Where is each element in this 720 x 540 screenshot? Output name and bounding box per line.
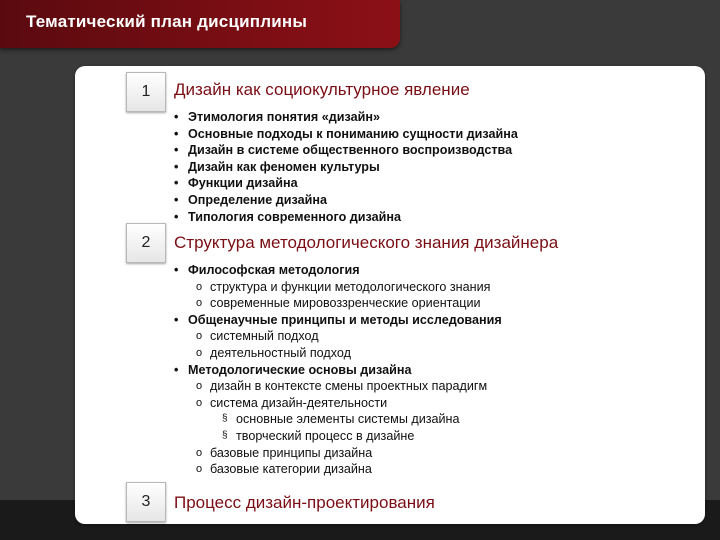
section-3-title: Процесс дизайн-проектирования (174, 493, 435, 512)
list-item: • Дизайн как феномен культуры (174, 159, 518, 176)
list-item: • Основные подходы к пониманию сущности дизайна (174, 126, 518, 143)
list-item: • Дизайн в системе общественного воспроизводства (174, 142, 518, 159)
list-subitem: o структура и функции методологического знания (174, 279, 502, 296)
section-1-title: Дизайн как социокультурное явление (174, 80, 470, 99)
list-subitem: o базовые категории дизайна (174, 461, 502, 478)
list-item: • Общенаучные принципы и методы исследования (174, 312, 502, 329)
list-subitem: o современные мировоззренческие ориентации (174, 295, 502, 312)
list-subitem: o деятельностный подход (174, 345, 502, 362)
list-item: • Определение дизайна (174, 192, 518, 209)
list-subitem: o системный подход (174, 328, 502, 345)
page-title: Тематический план дисциплины (26, 12, 308, 31)
section-3-number: 3 (126, 482, 166, 522)
list-item: • Методологические основы дизайна (174, 362, 502, 379)
list-subsubitem: § творческий процесс в дизайне (174, 428, 502, 445)
list-item: • Философская методология (174, 262, 502, 279)
list-subitem: o дизайн в контексте смены проектных парадигм (174, 378, 502, 395)
section-2-title: Структура методологического знания дизайнера (174, 233, 559, 252)
list-subitem: o система дизайн-деятельности (174, 395, 502, 412)
list-item: • Этимология понятия «дизайн» (174, 109, 518, 126)
section-1-list (174, 109, 518, 225)
list-item: • Типология современного дизайна (174, 209, 518, 226)
title-bar (0, 0, 400, 48)
list-subitem: o базовые принципы дизайна (174, 445, 502, 462)
list-item: • Функции дизайна (174, 175, 518, 192)
section-2-list (174, 262, 502, 478)
section-1-number: 1 (126, 72, 166, 112)
list-subsubitem: § основные элементы системы дизайна (174, 411, 502, 428)
section-2-number: 2 (126, 223, 166, 263)
